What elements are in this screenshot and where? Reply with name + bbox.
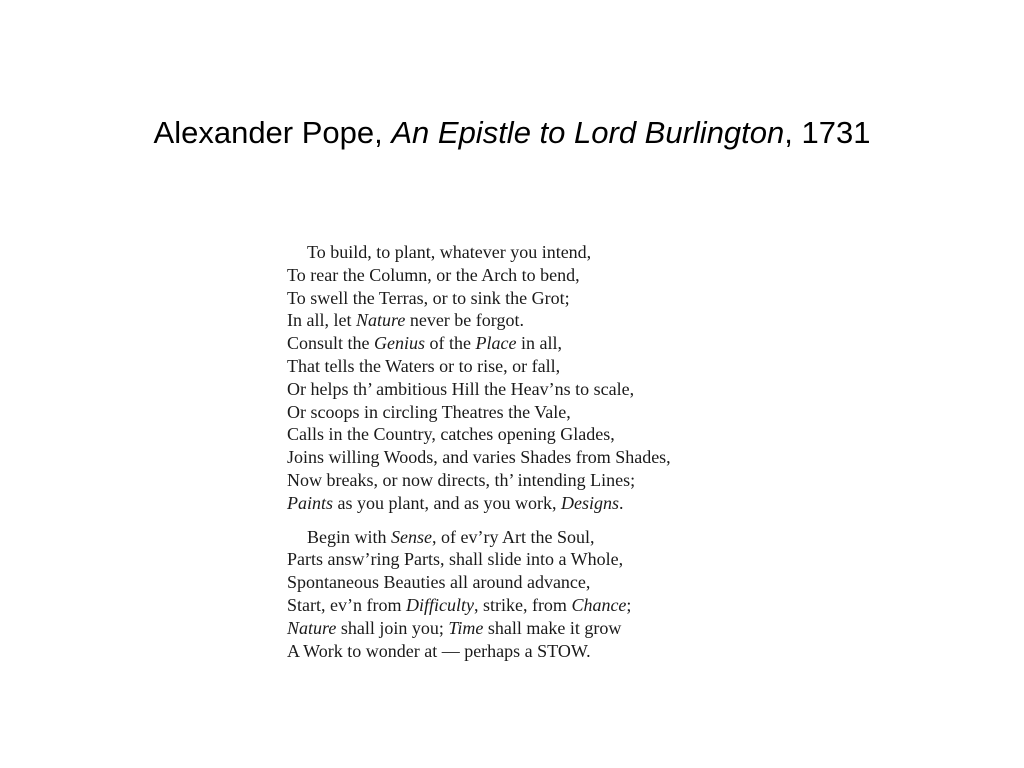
poem-line — [287, 355, 671, 378]
line-text: To build, to plant, whatever you intend, — [307, 242, 592, 262]
title-year: , 1731 — [784, 115, 871, 150]
italic-word: Sense — [391, 526, 432, 547]
stanza-1 — [287, 241, 671, 515]
line-text: shall join you; — [336, 617, 449, 638]
line-text: . — [618, 492, 624, 513]
title-work: An Epistle to Lord Burlington — [391, 115, 785, 150]
poem-line — [287, 241, 671, 264]
poem-line — [287, 571, 671, 594]
line-text: Calls in the Country, catches opening Glades, — [287, 424, 615, 445]
italic-word: Difficulty — [405, 594, 474, 615]
poem-line — [287, 287, 671, 310]
poem-line — [287, 378, 671, 401]
italic-word: Place — [475, 333, 517, 354]
poem-line — [287, 309, 671, 332]
line-text: Now breaks, or now directs, th’ intending Lines; — [287, 469, 636, 490]
line-text: shall make it grow — [483, 617, 622, 638]
italic-word: Time — [448, 617, 484, 638]
line-text: That tells the Waters or to rise, or fall, — [287, 355, 561, 376]
line-text: Joins willing Woods, and varies Shades from Shades, — [287, 447, 671, 468]
line-text: , strike, from — [473, 594, 572, 615]
line-text: In all, let — [287, 310, 356, 331]
poem-line — [287, 401, 671, 424]
poem-line — [287, 423, 671, 446]
italic-word: Paints — [287, 492, 334, 513]
poem-line — [287, 617, 671, 640]
line-text: Or scoops in circling Theatres the Vale, — [287, 401, 571, 422]
line-text: To rear the Column, or the Arch to bend, — [287, 264, 580, 285]
line-text: Start, ev’n from — [287, 594, 406, 615]
poem-line — [287, 264, 671, 287]
poem-line — [287, 469, 671, 492]
poem-line — [287, 492, 671, 515]
italic-word: Designs — [560, 492, 619, 513]
title-author: Alexander Pope, — [153, 115, 392, 150]
line-text: To swell the Terras, or to sink the Grot; — [287, 287, 570, 308]
line-text: in all, — [516, 333, 562, 354]
line-text: A Work to wonder at — perhaps a STOW. — [287, 640, 591, 661]
poem-line — [287, 548, 671, 571]
poem-line — [287, 526, 671, 549]
poem-line — [287, 594, 671, 617]
italic-word: Nature — [287, 617, 337, 638]
line-text: Consult the — [287, 333, 375, 354]
stanza-2 — [287, 526, 671, 663]
poem-line — [287, 446, 671, 469]
line-text: Begin with — [307, 526, 391, 547]
poem-line — [287, 640, 671, 663]
line-text: Parts answ’ring Parts, shall slide into a Whole, — [287, 549, 624, 570]
line-text: as you plant, and as you work, — [333, 492, 561, 513]
slide-title — [0, 113, 1024, 153]
line-text: , of ev’ry Art the Soul, — [431, 526, 595, 547]
line-text: Or helps th’ ambitious Hill the Heav’ns to scale, — [287, 378, 635, 399]
line-text: never be forgot. — [405, 310, 524, 331]
line-text: Spontaneous Beauties all around advance, — [287, 572, 591, 593]
italic-word: Nature — [355, 310, 406, 331]
poem-line — [287, 332, 671, 355]
line-text: of the — [425, 333, 476, 354]
italic-word: Chance — [571, 594, 627, 615]
poem-excerpt — [287, 241, 671, 662]
line-text: ; — [626, 594, 632, 615]
italic-word: Genius — [374, 333, 426, 354]
